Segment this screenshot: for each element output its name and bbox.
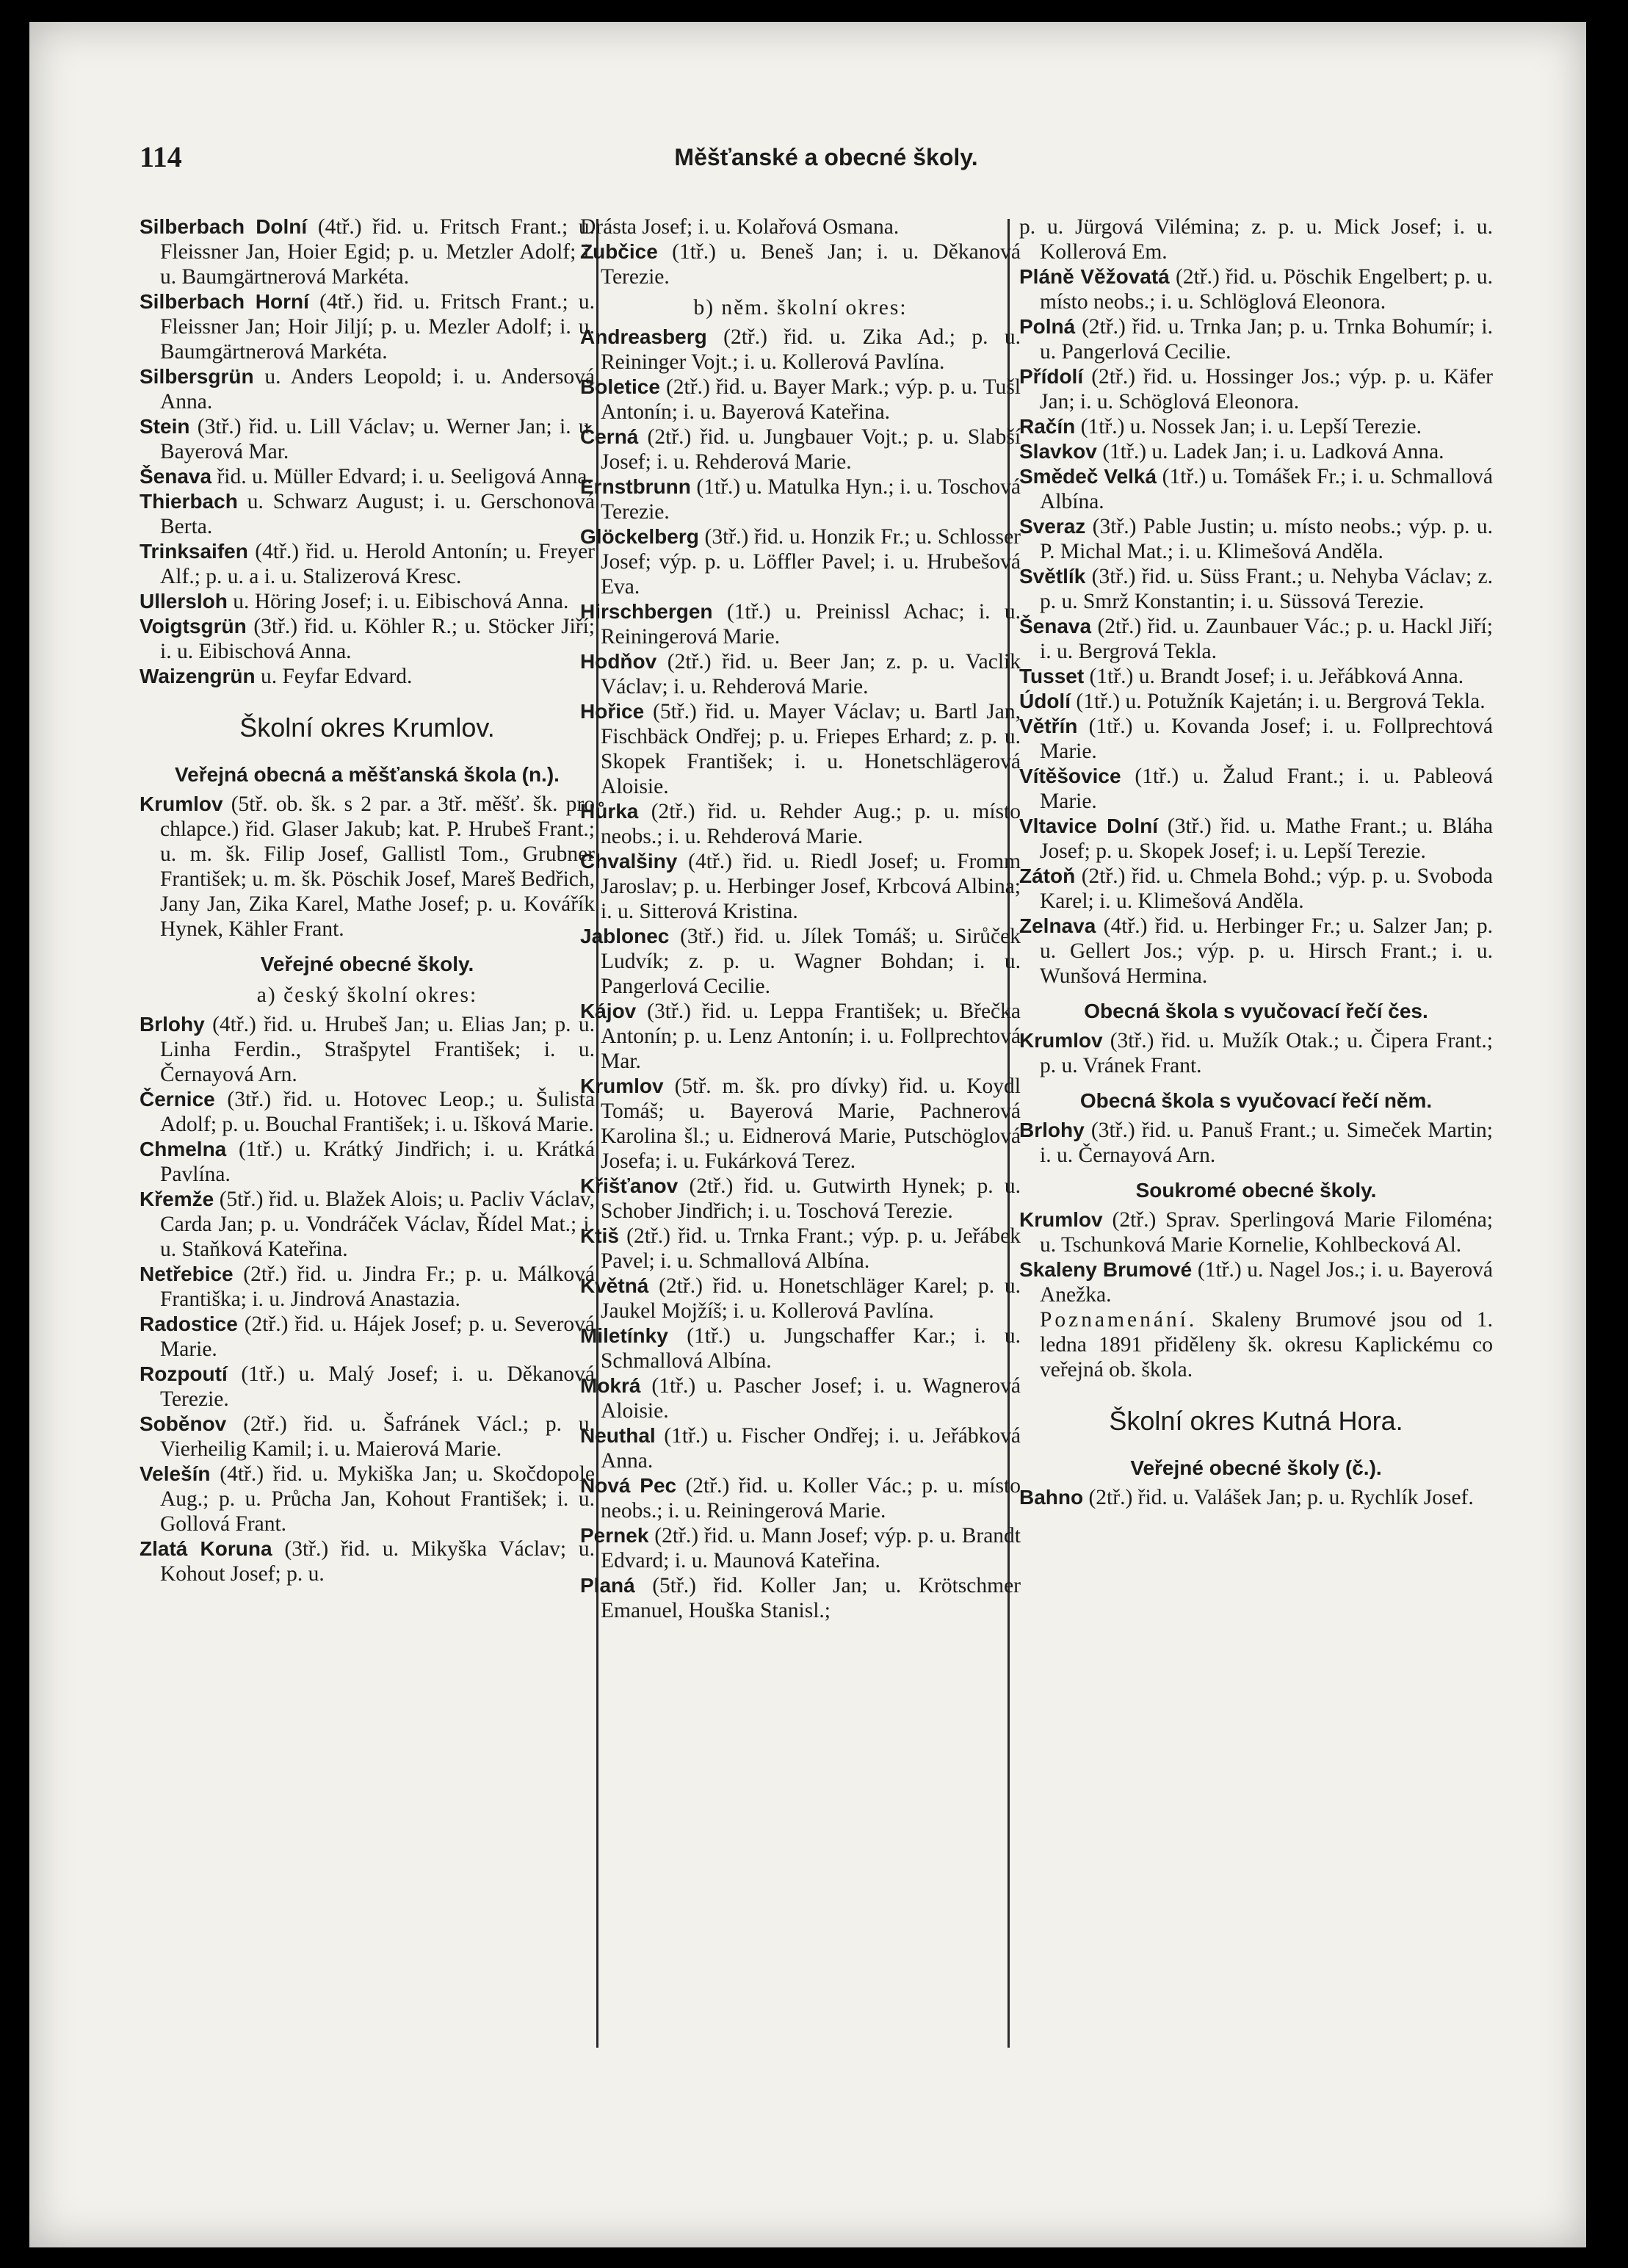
school-entry — [580, 699, 1021, 799]
school-entry — [140, 589, 595, 614]
school-name: Chvalšiny — [580, 850, 678, 873]
school-name: Hirschbergen — [580, 600, 713, 623]
school-entry — [1019, 264, 1493, 314]
school-details: (4tř.) řid. u. Mykiška Jan; u. Skočdopole Aug.; p. u. Průcha Jan, Kohout František; i. u. Gollová Frant. — [160, 1462, 595, 1536]
text-column-2 — [580, 214, 1021, 2065]
school-entry — [1019, 614, 1493, 664]
school-details: (2tř.) Sprav. Sperlingová Marie Filoména; u. Tschunková Marie Kornelie, Kohlbecková Al. — [1040, 1208, 1493, 1257]
school-details: (1tř.) u. Nagel Jos.; i. u. Bayerová Anežka. — [1040, 1258, 1493, 1307]
school-entry — [1019, 1207, 1493, 1257]
school-name: Jablonec — [580, 925, 670, 947]
school-details: (1tř.) u. Nossek Jan; i. u. Lepší Terezie. — [1080, 415, 1422, 438]
school-name: Vítěšovice — [1019, 765, 1121, 787]
school-details: (3tř.) řid. u. Panuš Frant.; u. Simeček Martin; i. u. Černayová Arn. — [1040, 1119, 1493, 1167]
school-details: (2tř.) řid. u. Trnka Jan; p. u. Trnka Bohumír; i. u. Pangerlová Cecilie. — [1040, 315, 1493, 364]
note — [1019, 1307, 1493, 1382]
school-name: Soběnov — [140, 1412, 227, 1435]
school-name: Silbersgrün — [140, 365, 254, 388]
school-details: Drásta Josef; i. u. Kolařová Osmana. — [580, 215, 900, 239]
section-heading: Veřejné obecné školy. — [260, 953, 474, 975]
school-entry — [140, 1262, 595, 1312]
school-entry — [1019, 414, 1493, 439]
school-entry — [140, 1137, 595, 1187]
school-entry — [1019, 714, 1493, 764]
school-name: Polná — [1019, 315, 1076, 338]
school-details: (2tř.) řid. u. Mann Josef; výp. p. u. Brandt Edvard; i. u. Maunová Kateřina. — [601, 1524, 1021, 1572]
school-details: p. u. Jürgová Vilémina; z. p. u. Mick Josef; i. u. Kollerová Em. — [1019, 215, 1493, 264]
school-details: (1tř.) u. Ladek Jan; i. u. Ladková Anna. — [1102, 440, 1444, 463]
school-name: Thierbach — [140, 490, 238, 513]
school-entry — [140, 289, 595, 364]
school-details: (2tř.) řid. u. Pöschik Engelbert; p. u. místo neobs.; i. u. Schlöglová Eleonora. — [1040, 265, 1493, 314]
subsection-heading: b) něm. školní okres: — [693, 296, 908, 319]
school-details: (2tř.) řid. u. Beer Jan; z. p. u. Vaclik Václav; i. u. Rehderová Marie. — [601, 650, 1021, 698]
school-entry — [580, 1224, 1021, 1274]
section-heading: Obecná škola s vyučovací řečí čes. — [1084, 1000, 1428, 1022]
school-entry — [1019, 1118, 1493, 1168]
school-name: Květná — [580, 1274, 649, 1297]
text-column-1 — [140, 214, 595, 2058]
school-name: Šenava — [140, 465, 212, 488]
school-details: (1tř.) u. Pascher Josef; i. u. Wagnerová Aloisie. — [601, 1374, 1021, 1423]
school-details: (2tř.) řid. u. Šafránek Václ.; p. u. Vierheilig Kamil; i. u. Maierová Marie. — [160, 1412, 595, 1461]
section-heading: Soukromé obecné školy. — [1135, 1179, 1377, 1202]
school-entry — [140, 1012, 595, 1087]
school-details: u. Höring Josef; i. u. Eibischová Anna. — [233, 590, 569, 613]
school-entry — [580, 239, 1021, 289]
school-name: Černice — [140, 1088, 215, 1110]
district-heading: Školní okres Kutná Hora. — [1109, 1406, 1403, 1436]
school-entry — [140, 1087, 595, 1137]
school-details: (2tř.) řid. u. Honetschläger Karel; p. u. Jaukel Mojžíš; i. u. Kollerová Pavlína. — [601, 1274, 1021, 1323]
school-entry — [1019, 364, 1493, 414]
school-details: (1tř.) u. Beneš Jan; i. u. Děkanová Terezie. — [601, 240, 1021, 289]
school-details: (4tř.) řid. u. Fritsch Frant.; u. Fleissner Jan, Hoier Egid; p. u. Metzler Adolf; i. u. Baumgärtnerová Markéta. — [160, 215, 595, 289]
school-name: Silberbach Horní — [140, 290, 309, 313]
text-column-3 — [1019, 214, 1493, 2007]
school-details: (1tř.) u. Matulka Hyn.; i. u. Toschová Terezie. — [601, 475, 1021, 524]
school-entry — [140, 1462, 595, 1536]
school-entry — [1019, 864, 1493, 914]
school-name: Brlohy — [140, 1013, 205, 1036]
school-name: Radostice — [140, 1312, 238, 1335]
school-name: Chmelna — [140, 1138, 227, 1160]
school-name: Hůrka — [580, 800, 639, 823]
running-title: Měšťanské a obecné školy. — [674, 144, 978, 170]
school-name: Zátoň — [1019, 864, 1076, 887]
school-details: (2tř.) řid. u. Hossinger Jos.; výp. p. u. Käfer Jan; i. u. Schöglová Eleonora. — [1040, 365, 1493, 413]
school-name: Velešín — [140, 1462, 211, 1485]
school-details: (1tř.) u. Fischer Ondřej; i. u. Jeřábková Anna. — [601, 1424, 1021, 1473]
school-entry — [580, 1274, 1021, 1323]
school-entry — [140, 792, 595, 942]
school-entry — [580, 849, 1021, 924]
school-entry — [140, 489, 595, 539]
school-entry — [580, 999, 1021, 1074]
school-details: (1tř.) u. Žalud Frant.; i. u. Pableová Marie. — [1040, 765, 1493, 813]
school-entry — [1019, 564, 1493, 614]
school-name: Krumlov — [1019, 1208, 1103, 1231]
school-entry — [140, 1362, 595, 1412]
school-entry — [580, 1473, 1021, 1523]
school-entry — [1019, 914, 1493, 989]
school-entry — [580, 599, 1021, 649]
school-name: Brlohy — [1019, 1119, 1085, 1141]
school-entry — [580, 375, 1021, 425]
school-name: Hodňov — [580, 650, 657, 673]
school-details: (3tř.) řid. u. Jílek Tomáš; u. Sirůček Ludvík; z. p. u. Wagner Bohdan; i. u. Pangerlová Cecilie. — [601, 925, 1021, 998]
school-entry — [580, 1573, 1021, 1623]
section-heading: Obecná škola s vyučovací řečí něm. — [1079, 1089, 1433, 1112]
school-name: Stein — [140, 415, 190, 438]
school-entry — [580, 649, 1021, 699]
school-name: Rozpoutí — [140, 1362, 228, 1385]
school-name: Zelnava — [1019, 914, 1096, 937]
school-entry — [580, 524, 1021, 599]
school-name: Trinksaifen — [140, 540, 248, 563]
school-entry — [140, 1187, 595, 1262]
school-details: (2tř.) řid. u. Jindra Fr.; p. u. Málková Františka; i. u. Jindrová Anastazia. — [160, 1263, 595, 1311]
school-details: (2tř.) řid. u. Trnka Frant.; výp. p. u. Jeřábek Pavel; i. u. Schmallová Albína. — [601, 1224, 1021, 1273]
school-entry — [1019, 214, 1493, 264]
school-details: (1tř.) u. Krátký Jindřich; i. u. Krátká Pavlína. — [160, 1138, 595, 1186]
school-details: (3tř.) řid. u. Mathe Frant.; u. Bláha Josef; p. u. Skopek Josef; i. u. Lepší Terezie. — [1040, 815, 1493, 863]
school-entry — [1019, 314, 1493, 364]
school-details: (2tř.) řid. u. Jungbauer Vojt.; p. u. Slabší Josef; i. u. Rehderová Marie. — [601, 425, 1021, 474]
school-details: (1tř.) u. Malý Josef; i. u. Děkanová Terezie. — [160, 1362, 595, 1411]
school-name: Waizengrün — [140, 665, 256, 687]
school-name: Ernstbrunn — [580, 475, 691, 498]
school-details: (2tř.) řid. u. Zaunbauer Vác.; p. u. Hackl Jiří; i. u. Bergrová Tekla. — [1040, 615, 1493, 663]
school-entry — [140, 1536, 595, 1586]
school-details: (2tř.) řid. u. Koller Vác.; p. u. místo neobs.; i. u. Reiningerová Marie. — [601, 1474, 1021, 1523]
school-entry — [1019, 689, 1493, 714]
school-name: Neuthal — [580, 1424, 656, 1447]
school-details: (2tř.) řid. u. Chmela Bohd.; výp. p. u. Svoboda Karel; i. u. Klimešová Anděla. — [1040, 864, 1493, 913]
school-details: (1tř.) u. Potužník Kajetán; i. u. Bergrová Tekla. — [1076, 690, 1486, 713]
school-name: Skaleny Brumové — [1019, 1258, 1193, 1281]
school-entry — [580, 474, 1021, 524]
school-details: (2tř.) řid. u. Gutwirth Hynek; p. u. Schober Jindřich; i. u. Toschová Terezie. — [601, 1174, 1021, 1223]
school-name: Krumlov — [140, 792, 223, 815]
school-details: (5tř. m. šk. pro dívky) řid. u. Koydl Tomáš; u. Bayerová Marie, Pachnerová Karolina šl.; u. Eidnerová Marie, Putschöglová Josefa; i. u. Fukárková Terez. — [601, 1075, 1021, 1173]
school-details: u. Anders Leopold; i. u. Andersová Anna. — [160, 365, 595, 413]
school-entry — [580, 1074, 1021, 1174]
school-name: Slavkov — [1019, 440, 1097, 463]
school-entry — [580, 214, 1021, 239]
school-entry — [580, 1423, 1021, 1473]
school-details: (2tř.) řid. u. Bayer Mark.; výp. p. u. Tušl Antonín; i. u. Bayerová Kateřina. — [601, 375, 1021, 424]
school-name: Vltavice Dolní — [1019, 815, 1159, 837]
school-details: (1tř.) u. Kovanda Josef; i. u. Follprechtová Marie. — [1040, 715, 1493, 763]
school-details: řid. u. Müller Edvard; i. u. Seeligová Anna. — [217, 465, 593, 488]
school-entry — [140, 664, 595, 689]
school-name: Voigtsgrün — [140, 615, 247, 638]
school-details: (3tř.) řid. u. Mikyška Václav; u. Kohout Josef; p. u. — [160, 1537, 595, 1586]
school-details: (5tř. ob. šk. s 2 par. a 3tř. měšť. šk. pro chlapce.) řid. Glaser Jakub; kat. P. Hrubeš Frant.; u. m. šk. Filip Josef, Gallistl Tom., Grubner František; u. m. šk. Pöschik Josef, Mareš Bedřich, Jany Jan, Zika Karel, Mathe Josef; p. u. Kovářík Hynek, Kähler Frant. — [160, 792, 595, 941]
school-entry — [1019, 764, 1493, 814]
page-number: 114 — [140, 140, 182, 173]
school-name: Zlatá Koruna — [140, 1537, 272, 1560]
school-name: Křemže — [140, 1188, 214, 1210]
school-entry — [580, 799, 1021, 849]
school-name: Andreasberg — [580, 325, 707, 348]
school-name: Silberbach Dolní — [140, 215, 308, 238]
school-entry — [580, 1323, 1021, 1373]
school-name: Pernek — [580, 1524, 649, 1547]
school-details: (2tř.) řid. u. Hájek Josef; p. u. Severová Marie. — [160, 1312, 595, 1361]
page-header — [140, 140, 1513, 184]
school-details: (5tř.) řid. u. Blažek Alois; u. Pacliv Václav, Carda Jan; p. u. Vondráček Václav, Řídel Mat.; i. u. Staňková Kateřina. — [160, 1188, 595, 1261]
school-entry — [140, 539, 595, 589]
section-heading: Veřejná obecná a měšťanská škola (n.). — [175, 763, 560, 786]
school-name: Křišťanov — [580, 1174, 679, 1197]
school-details: (2tř.) řid. u. Rehder Aug.; p. u. místo neobs.; i. u. Rehderová Marie. — [601, 800, 1021, 848]
school-details: (1tř.) u. Preinissl Achac; i. u. Reiningerová Marie. — [601, 600, 1021, 649]
school-details: u. Schwarz August; i. u. Gerschonová Berta. — [160, 490, 595, 538]
school-details: (3tř.) řid. u. Hotovec Leop.; u. Šulista Adolf; p. u. Bouchal František; i. u. Išková Marie. — [160, 1088, 595, 1136]
school-entry — [1019, 1485, 1493, 1510]
school-entry — [1019, 514, 1493, 564]
school-details: (4tř.) řid. u. Herbinger Fr.; u. Salzer Jan; p. u. Gellert Jos.; výp. p. u. Hirsch Frant.; i. u. Wunšová Hermina. — [1040, 914, 1493, 988]
school-entry — [1019, 1028, 1493, 1078]
school-entry — [1019, 1257, 1493, 1307]
school-details: (4tř.) řid. u. Hrubeš Jan; u. Elias Jan; p. u. Linha Ferdin., Strašpytel František; i. u. Černayová Arn. — [160, 1013, 595, 1086]
school-entry — [140, 364, 595, 414]
school-details: (3tř.) řid. u. Leppa František; u. Břečka Antonín; p. u. Lenz Antonín; i. u. Follprechtová Mar. — [601, 1000, 1021, 1073]
school-name: Nová Pec — [580, 1474, 677, 1497]
school-name: Ullersloh — [140, 590, 228, 613]
school-details: (4tř.) řid. u. Herold Antonín; u. Freyer Alf.; p. u. a i. u. Stalizerová Kresc. — [160, 540, 595, 588]
school-details: (3tř.) řid. u. Köhler R.; u. Stöcker Jiří; i. u. Eibischová Anna. — [160, 615, 595, 663]
school-entry — [140, 1412, 595, 1462]
school-name: Větřín — [1019, 715, 1078, 737]
school-details: (1tř.) u. Brandt Josef; i. u. Jeřábková Anna. — [1089, 665, 1464, 688]
school-name: Údolí — [1019, 690, 1071, 712]
school-details: (2tř.) řid. u. Valášek Jan; p. u. Rychlík Josef. — [1088, 1486, 1474, 1509]
school-name: Krumlov — [1019, 1029, 1103, 1052]
school-entry — [580, 924, 1021, 999]
school-name: Mokrá — [580, 1374, 641, 1397]
section-heading: Veřejné obecné školy (č.). — [1130, 1456, 1382, 1479]
school-name: Hořice — [580, 700, 645, 723]
school-name: Světlík — [1019, 565, 1086, 588]
school-name: Kájov — [580, 1000, 637, 1022]
school-details: u. Feyfar Edvard. — [261, 665, 413, 688]
school-name: Přídolí — [1019, 365, 1084, 388]
school-name: Černá — [580, 425, 639, 448]
school-name: Smědeč Velká — [1019, 465, 1157, 488]
school-name: Sveraz — [1019, 515, 1086, 538]
school-entry — [140, 614, 595, 664]
school-details: (2tř.) řid. u. Zika Ad.; p. u. Reininger Vojt.; i. u. Kollerová Pavlína. — [601, 325, 1021, 374]
school-entry — [140, 464, 595, 489]
note-text: Skaleny Brumové jsou od 1. ledna 1891 přiděleny šk. okresu Kaplickému co veřejná ob. škola. — [1040, 1308, 1493, 1382]
school-entry — [580, 1174, 1021, 1224]
school-entry — [580, 425, 1021, 474]
school-entry — [580, 325, 1021, 375]
school-details: (3tř.) řid. u. Honzik Fr.; u. Schlosser Josef; výp. p. u. Löffler Pavel; i. u. Hrubešová Eva. — [601, 525, 1021, 599]
school-name: Planá — [580, 1574, 635, 1597]
note-label: Poznamenání. — [1040, 1308, 1198, 1332]
school-name: Miletínky — [580, 1324, 668, 1347]
school-entry — [140, 1312, 595, 1362]
school-name: Račín — [1019, 415, 1076, 438]
school-details: (1tř.) u. Tomášek Fr.; i. u. Schmallová Albína. — [1040, 465, 1493, 513]
school-name: Zubčice — [580, 240, 658, 263]
school-name: Boletice — [580, 375, 660, 398]
school-entry — [140, 414, 595, 464]
school-details: (1tř.) u. Jungschaffer Kar.; i. u. Schmallová Albína. — [601, 1324, 1021, 1373]
school-name: Bahno — [1019, 1486, 1084, 1509]
school-name: Tusset — [1019, 665, 1085, 687]
subsection-heading: a) český školní okres: — [256, 983, 478, 1007]
school-name: Glöckelberg — [580, 525, 699, 548]
school-details: (3tř.) řid. u. Lill Václav; u. Werner Jan; i. u. Bayerová Mar. — [160, 415, 595, 463]
school-details: (4tř.) řid. u. Riedl Josef; u. Fromm Jaroslav; p. u. Herbinger Josef, Krbcová Albina; i. u. Sitterová Kristina. — [601, 850, 1021, 923]
school-entry — [1019, 464, 1493, 514]
school-name: Netřebice — [140, 1263, 234, 1285]
school-name: Šenava — [1019, 615, 1092, 638]
school-name: Pláně Věžovatá — [1019, 265, 1170, 288]
school-entry — [1019, 439, 1493, 464]
district-heading: Školní okres Krumlov. — [239, 712, 495, 743]
school-details: (3tř.) řid. u. Mužík Otak.; u. Čipera Frant.; p. u. Vránek Frant. — [1040, 1029, 1493, 1077]
school-details: (5tř.) řid. u. Mayer Václav; u. Bartl Jan, Fischbäck Ondřej; p. u. Friepes Erhard; z. p. u. Skopek František; i. u. Honetschlägerová Aloisie. — [601, 700, 1021, 798]
school-details: (4tř.) řid. u. Fritsch Frant.; u. Fleissner Jan; Hoir Jiljí; p. u. Mezler Adolf; i. u. Baumgärtnerová Markéta. — [160, 290, 595, 364]
school-entry — [140, 214, 595, 289]
school-name: Krumlov — [580, 1075, 664, 1097]
school-name: Ktiš — [580, 1224, 619, 1247]
school-entry — [580, 1523, 1021, 1573]
school-entry — [580, 1373, 1021, 1423]
school-entry — [1019, 814, 1493, 864]
school-details: (5tř.) řid. Koller Jan; u. Krötschmer Emanuel, Houška Stanisl.; — [601, 1574, 1021, 1622]
school-entry — [1019, 664, 1493, 689]
school-details: (3tř.) Pable Justin; u. místo neobs.; výp. p. u. P. Michal Mat.; i. u. Klimešová Anděla. — [1040, 515, 1493, 563]
school-details: (3tř.) řid. u. Süss Frant.; u. Nehyba Václav; z. p. u. Smrž Konstantin; i. u. Süssová Terezie. — [1040, 565, 1493, 613]
